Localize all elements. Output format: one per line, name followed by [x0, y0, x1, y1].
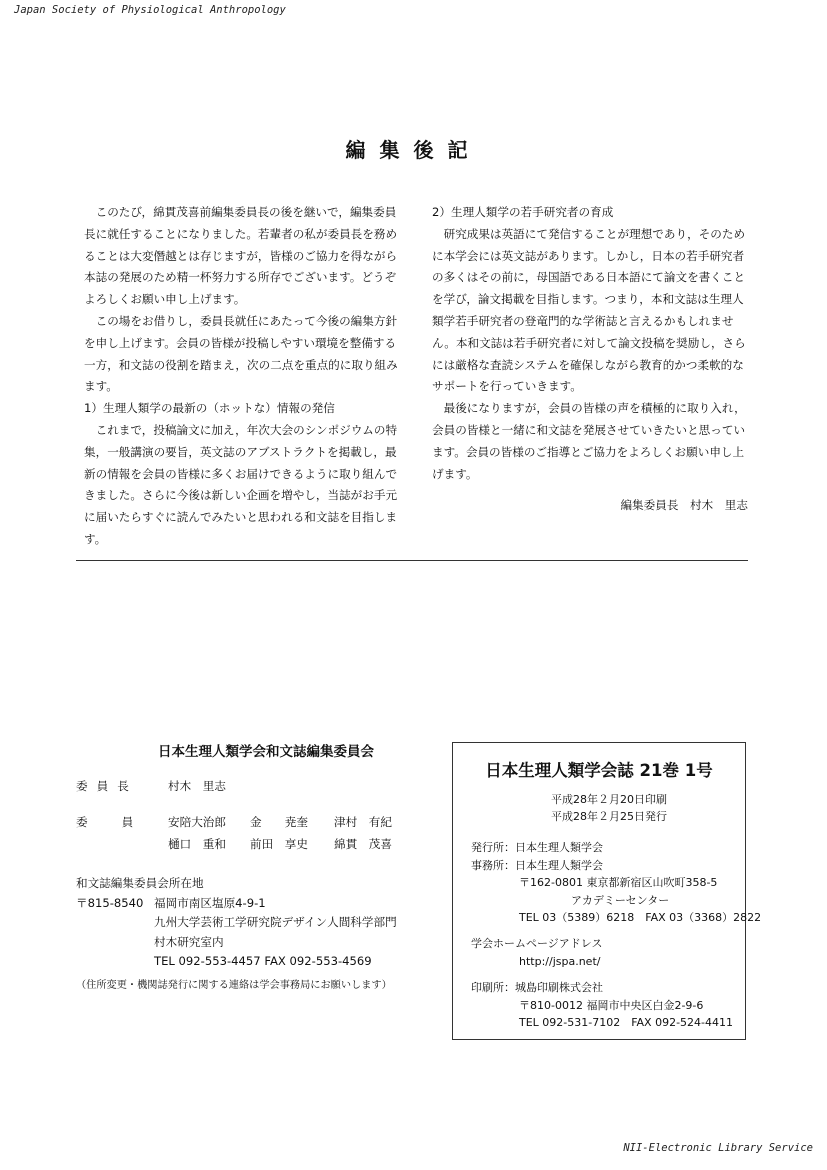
office-label: 和文誌編集委員会所在地: [76, 876, 204, 890]
society-header-mark: Japan Society of Physiological Anthropology: [14, 4, 286, 16]
paragraph-point-1: これまで，投稿論文に加え，年次大会のシンポジウムの特集，一般講演の要旨，英文誌のアブストラクトを掲載し，最新の情報を会員の皆様に多くお届けできるように取り組んできました。さらに今後は新しい企画を増やし，当誌がお手元に届いたらすぐに読んでみたいと思われる和文誌を目指します。: [84, 422, 398, 546]
issued-date: 平成28年２月25日発行: [551, 810, 667, 823]
office-phone: TEL 03（5389）6218 FAX 03（3368）2822: [519, 911, 762, 924]
publisher-block: [471, 839, 761, 927]
page-title: 編集後記: [345, 138, 482, 162]
printer-block: [471, 979, 733, 1032]
address-line: 村木研究室内: [154, 934, 224, 949]
office-name: 日本生理人類学会: [515, 858, 603, 872]
committee-title: 日本生理人類学会和文誌編集委員会: [158, 744, 374, 760]
paragraph-closing: 最後になりますが，会員の皆様の声を積極的に取り入れ，会員の皆様と一緒に和文誌を発展させていきたいと思っています。会員の皆様のご指導とご協力をよろしくお願い申し上げます。: [432, 401, 746, 481]
members-label: 委員: [76, 815, 168, 829]
office-address: 〒162-0801 東京都新宿区山吹町358-5: [519, 876, 718, 889]
address-block: [76, 894, 436, 914]
member-name: 金 尭奎: [250, 815, 308, 829]
homepage-url[interactable]: http://jspa.net/: [519, 954, 601, 968]
postal-code: 〒815-8540: [76, 895, 144, 910]
member-name: 前田 享史: [250, 837, 308, 851]
member-name: 津村 有紀: [334, 815, 392, 829]
heading-point-1: 1）生理人類学の最新の（ホットな）情報の発信: [84, 401, 335, 416]
member-name: 綿貫 茂喜: [334, 837, 392, 851]
publication-dates: [453, 791, 745, 825]
committee-address: [76, 874, 436, 972]
section-divider: [76, 560, 748, 561]
article-left-column: [84, 202, 404, 551]
homepage-block: [471, 935, 602, 970]
homepage-label: 学会ホームページアドレス: [471, 937, 603, 950]
printer-address: 〒810-0012 福岡市中央区白金2-9-6: [519, 998, 704, 1012]
committee-section: [76, 740, 436, 991]
printer-name: 城島印刷株式会社: [515, 981, 603, 994]
journal-info-box: [452, 742, 762, 1040]
member-name: 樋口 重和: [168, 837, 226, 851]
paragraph-intro: このたび，綿貫茂喜前編集委員長の後を継いで，編集委員長に就任することになりました。若輩者の私が委員長を務めることは大変僭越とは存じますが，皆様のご協力を得ながら本誌の発展のため精一杯努力する所存でございます。どうぞよろしくお願い申し上げます。: [84, 205, 398, 307]
publisher-name: 日本生理人類学会: [515, 841, 603, 854]
article-right-column: [432, 202, 752, 517]
chair-row: [76, 778, 436, 814]
library-service-footer-mark: NII-Electronic Library Service: [623, 1142, 813, 1154]
journal-title: 日本生理人類学会誌 21巻 1号: [485, 761, 713, 780]
address-line: 九州大学芸術工学研究院デザイン人間科学部門: [154, 915, 397, 929]
signature: 編集委員長 村木 里志: [620, 498, 748, 513]
heading-point-2: 2）生理人類学の若手研究者の育成: [432, 205, 614, 219]
chair-name: 村木 里志: [168, 779, 226, 793]
address-line: TEL 092-553-4457 FAX 092-553-4569: [154, 954, 372, 968]
members-row: [76, 836, 436, 874]
printed-date: 平成28年２月20日印刷: [551, 793, 667, 806]
member-name: 安陪大治郎: [168, 815, 226, 829]
address-line: 福岡市南区塩原4-9-1: [154, 895, 266, 910]
chair-label: 委員長: [76, 779, 138, 793]
paragraph-policy: この場をお借りし，委員長就任にあたって今後の編集方針を申し上げます。会員の皆様が投稿しやすい環境を整備する一方，和文誌の役割を踏まえ，次の二点を重点的に取り組みます。: [84, 313, 398, 394]
members-row: [76, 814, 436, 836]
address-note: （住所変更・機関誌発行に関する連絡は学会事務局にお願いします）: [76, 979, 392, 991]
office-address-building: アカデミーセンター: [571, 893, 670, 907]
printer-label: 印刷所：: [471, 981, 515, 994]
printer-phone: TEL 092-531-7102 FAX 092-524-4411: [519, 1016, 734, 1029]
paragraph-point-2: 研究成果は英語にて発信することが理想であり，そのために本学会には英文誌があります。しかし，日本の若手研究者の多くはその前に，母国語である日本語にて論文を書くことを学び，論文掲載を目指します。つまり，本和文誌は生理人類学若手研究者の登竜門的な学術誌と言えるかもしれません。本和文誌は若手研究者に対して論文投稿を奨励し，さらには厳格な査読システムを確保しながら教育的かつ柔軟的なサポートを行っていきます。: [432, 226, 746, 394]
publisher-label: 発行所：: [471, 841, 515, 854]
office-label: 事務所：: [471, 858, 515, 872]
